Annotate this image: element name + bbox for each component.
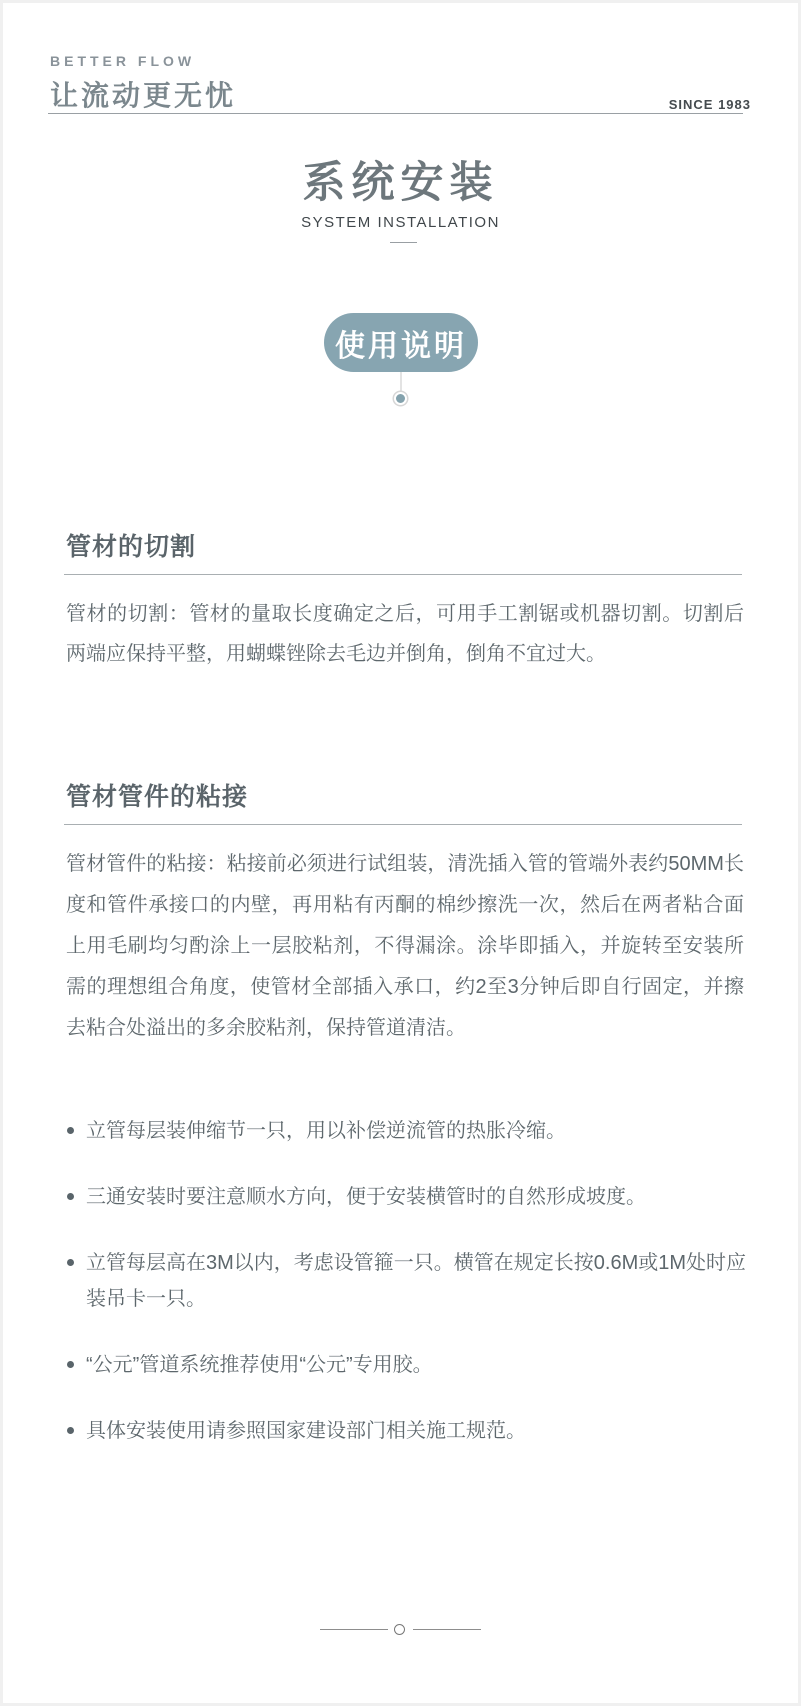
list-item: 具体安装使用请参照国家建设部门相关施工规范。 xyxy=(66,1413,748,1449)
header xyxy=(50,53,751,114)
section-body-bonding: 管材管件的粘接：粘接前必须进行试组装，清洗插入管的管端外表约50MM长度和管件承接口的内壁，再用粘有丙酮的棉纱擦洗一次，然后在两者粘合面上用毛刷均匀酌涂上一层胶粘剂，不得漏涂。涂毕即插入，并旋转至安装所需的理想组合角度，使管材全部插入承口，约2至3分钟后即自行固定，并擦去粘合处溢出的多余胶粘剂，保持管道清洁。 xyxy=(66,853,744,1039)
list-item: 三通安装时要注意顺水方向，便于安装横管时的自然形成坡度。 xyxy=(66,1179,748,1215)
section-body-cutting: 管材的切割：管材的量取长度确定之后，可用手工割锯或机器切割。切割后两端应保持平整，用蝴蝶锉除去毛边并倒角，倒角不宜过大。 xyxy=(66,603,744,665)
brand-tagline: BETTER FLOW xyxy=(50,53,196,69)
brand-logo: 让流动更无忧 xyxy=(50,80,237,111)
badge-connector-dot xyxy=(394,392,407,405)
section-divider xyxy=(64,574,742,575)
title-dash xyxy=(390,242,417,243)
footer-circle-icon xyxy=(394,1624,405,1635)
section-divider xyxy=(64,824,742,825)
list-item: “公元”管道系统推荐使用“公元”专用胶。 xyxy=(66,1347,748,1383)
badge-connector-line xyxy=(400,372,402,393)
list-item: 立管每层高在3M以内，考虑设管箍一只。横管在规定长按0.6M或1M处时应装吊卡一只。 xyxy=(66,1245,748,1317)
list-item: 立管每层装伸缩节一只，用以补偿逆流管的热胀冷缩。 xyxy=(66,1113,748,1149)
footer-line-left xyxy=(320,1629,388,1630)
footer-line-right xyxy=(413,1629,481,1630)
section-heading-bonding: 管材管件的粘接 xyxy=(66,783,249,811)
section-heading-cutting: 管材的切割 xyxy=(66,533,197,561)
installation-notes-list xyxy=(66,1113,748,1479)
header-divider xyxy=(48,113,743,114)
footer-divider xyxy=(320,1623,481,1637)
since-label: SINCE 1983 xyxy=(668,97,751,112)
page-title: 系统安装 xyxy=(302,159,499,207)
page-subtitle: SYSTEM INSTALLATION xyxy=(301,214,500,231)
usage-instructions-badge: 使用说明 xyxy=(324,313,478,372)
